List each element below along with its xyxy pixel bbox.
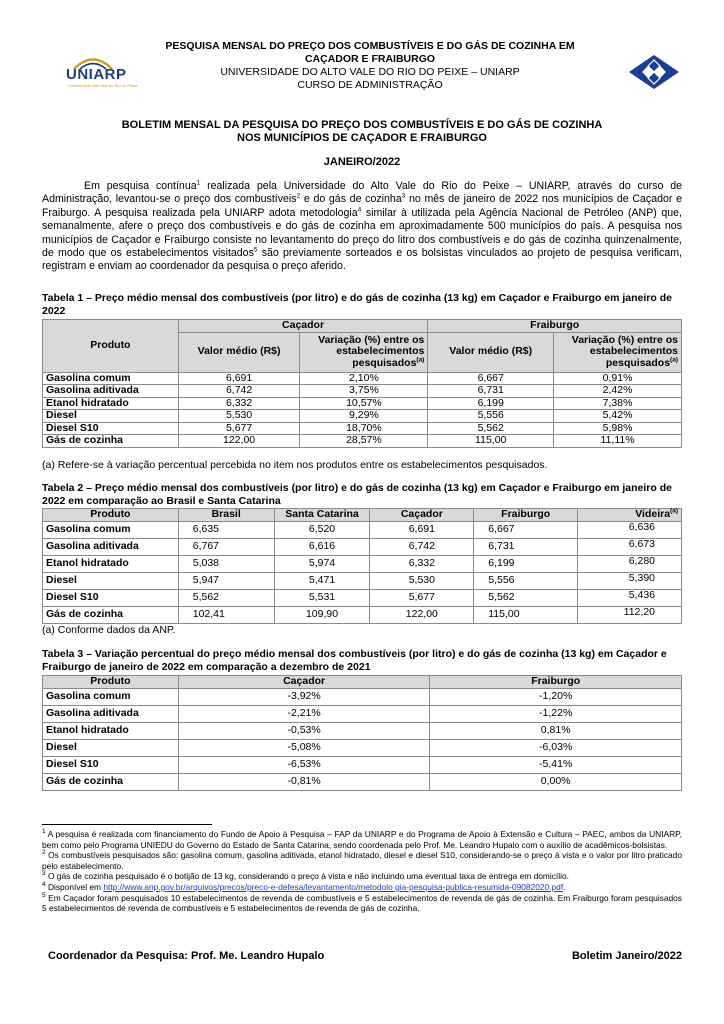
table-cell: 5,390 bbox=[578, 573, 682, 590]
table-cell: 6,731 bbox=[428, 385, 554, 398]
table-cell: 5,471 bbox=[274, 573, 370, 590]
table-row bbox=[43, 705, 682, 722]
footnote-ref: (a) bbox=[416, 356, 425, 364]
product-name: Gás de cozinha bbox=[43, 773, 179, 790]
footnote-separator bbox=[42, 824, 212, 825]
table-row bbox=[43, 435, 682, 448]
product-name: Diesel S10 bbox=[43, 590, 179, 607]
table-cell: 6,280 bbox=[578, 556, 682, 573]
header-line-2: CAÇADOR E FRAIBURGO bbox=[304, 53, 436, 65]
table-1-header-cacador: Caçador bbox=[178, 320, 428, 333]
footnote-5 bbox=[42, 893, 682, 914]
table-row bbox=[43, 556, 682, 573]
table-cell: 6,199 bbox=[474, 556, 578, 573]
product-name: Gasolina comum bbox=[43, 688, 179, 705]
intro-text: similar à utilizada pela Agência Nacional de Petróleo (ANP) que, semanalmente, afere o preço dos combustíveis e do gás de cozinha em aproximadamente 500 municípios do país. A pesquisa nos municípios de Caçador e Fraiburgo consiste no levantamento do preço do litro dos combustíveis e do gás de cozinha quinzenalmente, de modo que os estabelecimentos visitados bbox=[42, 206, 682, 260]
table-cell: 115,00 bbox=[474, 607, 578, 624]
table-3-header: Fraiburgo bbox=[430, 676, 682, 689]
table-cell: 6,742 bbox=[370, 539, 474, 556]
footnote-text: A pesquisa é realizada com financiamento do Fundo de Apoio à Pesquisa – FAP da UNIARP e do Programa de Apoio à Extensão e Cultura – PAEC, ambos da UNIARP, bem como pelo Programa UNIEDU do Governo do Estado de Santa Catarina, sendo coordenada pelo Prof. Me. Leandro Hupalo com o auxílio de acadêmicos-bolsistas. bbox=[42, 829, 682, 850]
table-1-caption: Tabela 1 – Preço médio mensal dos combustíveis (por litro) e do gás de cozinha (13 kg) em Caçador e Fraiburgo em janeiro de 2022 bbox=[42, 292, 672, 317]
footnotes bbox=[42, 829, 682, 914]
header-text: Videira bbox=[635, 508, 671, 521]
university-emblem-icon bbox=[628, 54, 680, 90]
table-cell: 6,636 bbox=[578, 522, 682, 539]
table-row bbox=[43, 385, 682, 398]
footnote-number: 3 bbox=[42, 870, 46, 878]
table-cell: 5,038 bbox=[178, 556, 274, 573]
table-row bbox=[43, 688, 682, 705]
table-cell: -5,08% bbox=[178, 739, 430, 756]
table-row bbox=[43, 590, 682, 607]
footnote-ref: 5 bbox=[253, 246, 258, 254]
table-2-header bbox=[578, 509, 682, 522]
table-cell: 109,90 bbox=[274, 607, 370, 624]
table-row bbox=[43, 756, 682, 773]
table-3-caption: Tabela 3 – Variação percentual do preço médio mensal dos combustíveis (por litro) e do gás de cozinha (13 kg) em Caçador e Fraiburgo de janeiro de 2022 em comparação a dezembro de 2021 bbox=[42, 648, 667, 673]
table-cell: 18,70% bbox=[300, 422, 428, 435]
table-row bbox=[43, 539, 682, 556]
table-cell: 6,332 bbox=[178, 397, 300, 410]
intro-paragraph bbox=[42, 180, 682, 274]
table-2-header: Fraiburgo bbox=[474, 509, 578, 522]
table-row bbox=[43, 522, 682, 539]
table-cell: 6,332 bbox=[370, 556, 474, 573]
table-cell: 5,531 bbox=[274, 590, 370, 607]
uniarp-logo-text: UNIARP bbox=[66, 66, 127, 83]
table-cell: 5,436 bbox=[578, 590, 682, 607]
table-cell: 0,81% bbox=[430, 722, 682, 739]
table-cell: -2,21% bbox=[178, 705, 430, 722]
product-name: Diesel bbox=[43, 410, 179, 423]
table-cell: 6,667 bbox=[474, 522, 578, 539]
bulletin-title-line-2: NOS MUNICÍPIOS DE CAÇADOR E FRAIBURGO bbox=[237, 132, 487, 144]
table-row bbox=[43, 607, 682, 624]
table-1-header-valor-fraiburgo: Valor médio (R$) bbox=[428, 332, 554, 372]
footnote-text: Em Caçador foram pesquisados 10 estabelecimentos de revenda de combustíveis e 5 estabelecimentos de revenda de gás de cozinha. Em Fraiburgo foram pesquisados 5 estabelecimentos de revenda de combustíveis e 5 estabelecimentos de revenda de gás de cozinha. bbox=[42, 892, 682, 914]
uniarp-logo-tagline: Universidade Alto Vale do Rio do Peixe bbox=[68, 83, 138, 88]
header-text: Variação (%) entre os estabelecimentos pesquisados bbox=[318, 333, 425, 369]
product-name: Etanol hidratado bbox=[43, 556, 179, 573]
table-cell: 3,75% bbox=[300, 385, 428, 398]
table-cell: 6,673 bbox=[578, 539, 682, 556]
table-1-header-fraiburgo: Fraiburgo bbox=[428, 320, 682, 333]
table-1-header-variacao-cacador bbox=[300, 332, 428, 372]
table-row bbox=[43, 397, 682, 410]
table-cell: 0,00% bbox=[430, 773, 682, 790]
table-cell: 28,57% bbox=[300, 435, 428, 448]
footnote-ref: 3 bbox=[401, 192, 406, 200]
table-row bbox=[43, 372, 682, 385]
product-name: Diesel bbox=[43, 739, 179, 756]
table-2-header: Produto bbox=[43, 509, 179, 522]
table-2-header: Santa Catarina bbox=[274, 509, 370, 522]
table-cell: 2,42% bbox=[554, 385, 682, 398]
table-cell: 112,20 bbox=[578, 607, 682, 624]
table-2 bbox=[42, 508, 682, 624]
footnote-3 bbox=[42, 871, 682, 882]
header-text: Variação (%) entre os estabelecimentos pesquisados bbox=[571, 333, 678, 369]
footnote-text: . bbox=[563, 881, 566, 892]
footnote-4 bbox=[42, 882, 682, 893]
footnote-text: Disponível em bbox=[45, 881, 104, 892]
table-cell: 7,38% bbox=[554, 397, 682, 410]
product-name: Diesel S10 bbox=[43, 756, 179, 773]
footnote-number: 5 bbox=[42, 891, 46, 899]
table-cell: 6,731 bbox=[474, 539, 578, 556]
table-row bbox=[43, 410, 682, 423]
product-name: Gasolina comum bbox=[43, 372, 179, 385]
intro-text: Em pesquisa contínua bbox=[84, 180, 197, 192]
table-cell: 115,00 bbox=[428, 435, 554, 448]
table-cell: 5,677 bbox=[370, 590, 474, 607]
table-cell: 0,91% bbox=[554, 372, 682, 385]
table-2-note: (a) Conforme dados da ANP. bbox=[42, 624, 176, 636]
table-3-header: Produto bbox=[43, 676, 179, 689]
table-row bbox=[43, 773, 682, 790]
table-2-header: Caçador bbox=[370, 509, 474, 522]
product-name: Diesel bbox=[43, 573, 179, 590]
table-3 bbox=[42, 675, 682, 791]
table-cell: -3,92% bbox=[178, 688, 430, 705]
table-cell: -6,53% bbox=[178, 756, 430, 773]
table-cell: -1,20% bbox=[430, 688, 682, 705]
table-cell: 11,11% bbox=[554, 435, 682, 448]
table-row bbox=[43, 739, 682, 756]
product-name: Gasolina aditivada bbox=[43, 385, 179, 398]
product-name: Diesel S10 bbox=[43, 422, 179, 435]
table-row bbox=[43, 422, 682, 435]
intro-text: e do gás de cozinha bbox=[300, 193, 402, 206]
product-name: Gás de cozinha bbox=[43, 435, 179, 448]
footnote-1 bbox=[42, 829, 682, 850]
table-cell: -6,03% bbox=[430, 739, 682, 756]
table-cell: -5,41% bbox=[430, 756, 682, 773]
table-cell: 9,29% bbox=[300, 410, 428, 423]
table-cell: 10,57% bbox=[300, 397, 428, 410]
table-cell: 5,556 bbox=[428, 410, 554, 423]
table-cell: 6,742 bbox=[178, 385, 300, 398]
footnote-ref: 2 bbox=[296, 192, 301, 200]
table-row bbox=[43, 573, 682, 590]
table-cell: 6,691 bbox=[370, 522, 474, 539]
product-name: Gasolina comum bbox=[43, 522, 179, 539]
footnote-number: 2 bbox=[42, 849, 46, 857]
table-cell: 5,556 bbox=[474, 573, 578, 590]
table-row bbox=[43, 722, 682, 739]
header-line-4: CURSO DE ADMINISTRAÇÃO bbox=[297, 79, 443, 91]
table-cell: 102,41 bbox=[178, 607, 274, 624]
table-cell: 6,616 bbox=[274, 539, 370, 556]
table-1-header-valor-cacador: Valor médio (R$) bbox=[178, 332, 300, 372]
table-cell: 5,562 bbox=[178, 590, 274, 607]
table-cell: 6,199 bbox=[428, 397, 554, 410]
header-text bbox=[140, 40, 600, 92]
footnote-text: Os combustíveis pesquisados são: gasolina comum, gasolina aditivada, etanol hidratado, diesel e diesel S10, considerando-se o preço à vista e o valor por litro praticado pelo estabelecimento. bbox=[42, 850, 682, 871]
footnote-2 bbox=[42, 850, 682, 871]
table-1 bbox=[42, 319, 682, 448]
product-name: Etanol hidratado bbox=[43, 722, 179, 739]
footnote-ref: 4 bbox=[357, 206, 362, 214]
table-cell: 6,767 bbox=[178, 539, 274, 556]
table-cell: -1,22% bbox=[430, 705, 682, 722]
table-cell: 5,947 bbox=[178, 573, 274, 590]
table-cell: 6,635 bbox=[178, 522, 274, 539]
table-cell: 5,562 bbox=[428, 422, 554, 435]
table-2-header: Brasil bbox=[178, 509, 274, 522]
intro-text: realizada pela Universidade do Alto Vale do Rio do Peixe – UNIARP, através do curso de Administração, levantou-se o preço dos combustíveis bbox=[42, 180, 683, 206]
product-name: Gás de cozinha bbox=[43, 607, 179, 624]
table-cell: 5,42% bbox=[554, 410, 682, 423]
footnote-number: 1 bbox=[42, 828, 46, 836]
product-name: Etanol hidratado bbox=[43, 397, 179, 410]
product-name: Gasolina aditivada bbox=[43, 539, 179, 556]
header-line-1: PESQUISA MENSAL DO PREÇO DOS COMBUSTÍVEIS E DO GÁS DE COZINHA EM bbox=[165, 40, 575, 52]
page-header bbox=[60, 40, 680, 102]
footer-coordinator: Coordenador da Pesquisa: Prof. Me. Leandro Hupalo bbox=[48, 950, 325, 962]
table-cell: 122,00 bbox=[370, 607, 474, 624]
table-1-header-variacao-fraiburgo bbox=[554, 332, 682, 372]
table-1-header-produto: Produto bbox=[43, 320, 179, 373]
table-cell: 5,562 bbox=[474, 590, 578, 607]
bulletin-date: JANEIRO/2022 bbox=[323, 156, 401, 168]
table-cell: 122,00 bbox=[178, 435, 300, 448]
table-cell: 5,530 bbox=[178, 410, 300, 423]
table-cell: 5,530 bbox=[370, 573, 474, 590]
table-2-caption: Tabela 2 – Preço médio mensal dos combustíveis (por litro) e do gás de cozinha (13 kg) em Caçador e Fraiburgo em janeiro de 2022 em comparação ao Brasil e Santa Catarina bbox=[42, 482, 672, 507]
product-name: Gasolina aditivada bbox=[43, 705, 179, 722]
anp-methodology-link[interactable]: http://www.anp.gov.br/arquivos/precos/preco-e-defesa/levantamento/metodolo gia-pesquisa-publica-resumida-09082020.pdf bbox=[103, 881, 564, 892]
table-cell: 5,974 bbox=[274, 556, 370, 573]
table-cell: -0,53% bbox=[178, 722, 430, 739]
bulletin-title bbox=[60, 119, 664, 145]
table-cell: 5,98% bbox=[554, 422, 682, 435]
table-3-header: Caçador bbox=[178, 676, 430, 689]
table-cell: 6,691 bbox=[178, 372, 300, 385]
uniarp-logo bbox=[66, 56, 138, 92]
intro-text: são previamente sorteados e os bolsistas vinculados ao projeto de pesquisa verificam, registram e enviam ao coordenador da pesquisa o preço aferido. bbox=[42, 247, 682, 273]
footnote-ref: (a) bbox=[670, 507, 678, 515]
footnote-number: 4 bbox=[42, 881, 46, 889]
table-cell: -0,81% bbox=[178, 773, 430, 790]
footnote-ref: 1 bbox=[196, 179, 201, 187]
footer-bulletin: Boletim Janeiro/2022 bbox=[571, 950, 682, 962]
intro-text: no mês de janeiro de 2022 nos municípios de Caçador e Fraiburgo. A pesquisa realizada pela UNIARP adota metodologia bbox=[42, 193, 682, 219]
bulletin-title-line-1: BOLETIM MENSAL DA PESQUISA DO PREÇO DOS COMBUSTÍVEIS E DO GÁS DE COZINHA bbox=[121, 119, 603, 131]
footnote-text: O gás de cozinha pesquisado é o botijão de 13 kg, considerando o preço à vista e não incluindo uma eventual taxa de entrega em domicílio. bbox=[45, 871, 569, 882]
header-line-3: UNIVERSIDADE DO ALTO VALE DO RIO DO PEIXE – UNIARP bbox=[220, 66, 520, 78]
table-cell: 5,677 bbox=[178, 422, 300, 435]
table-cell: 6,667 bbox=[428, 372, 554, 385]
table-cell: 6,520 bbox=[274, 522, 370, 539]
footnote-ref: (a) bbox=[670, 356, 678, 364]
table-cell: 2,10% bbox=[300, 372, 428, 385]
table-1-note: (a) Refere-se à variação percentual percebida no item nos produtos entre os estabelecimentos pesquisados. bbox=[42, 459, 548, 471]
